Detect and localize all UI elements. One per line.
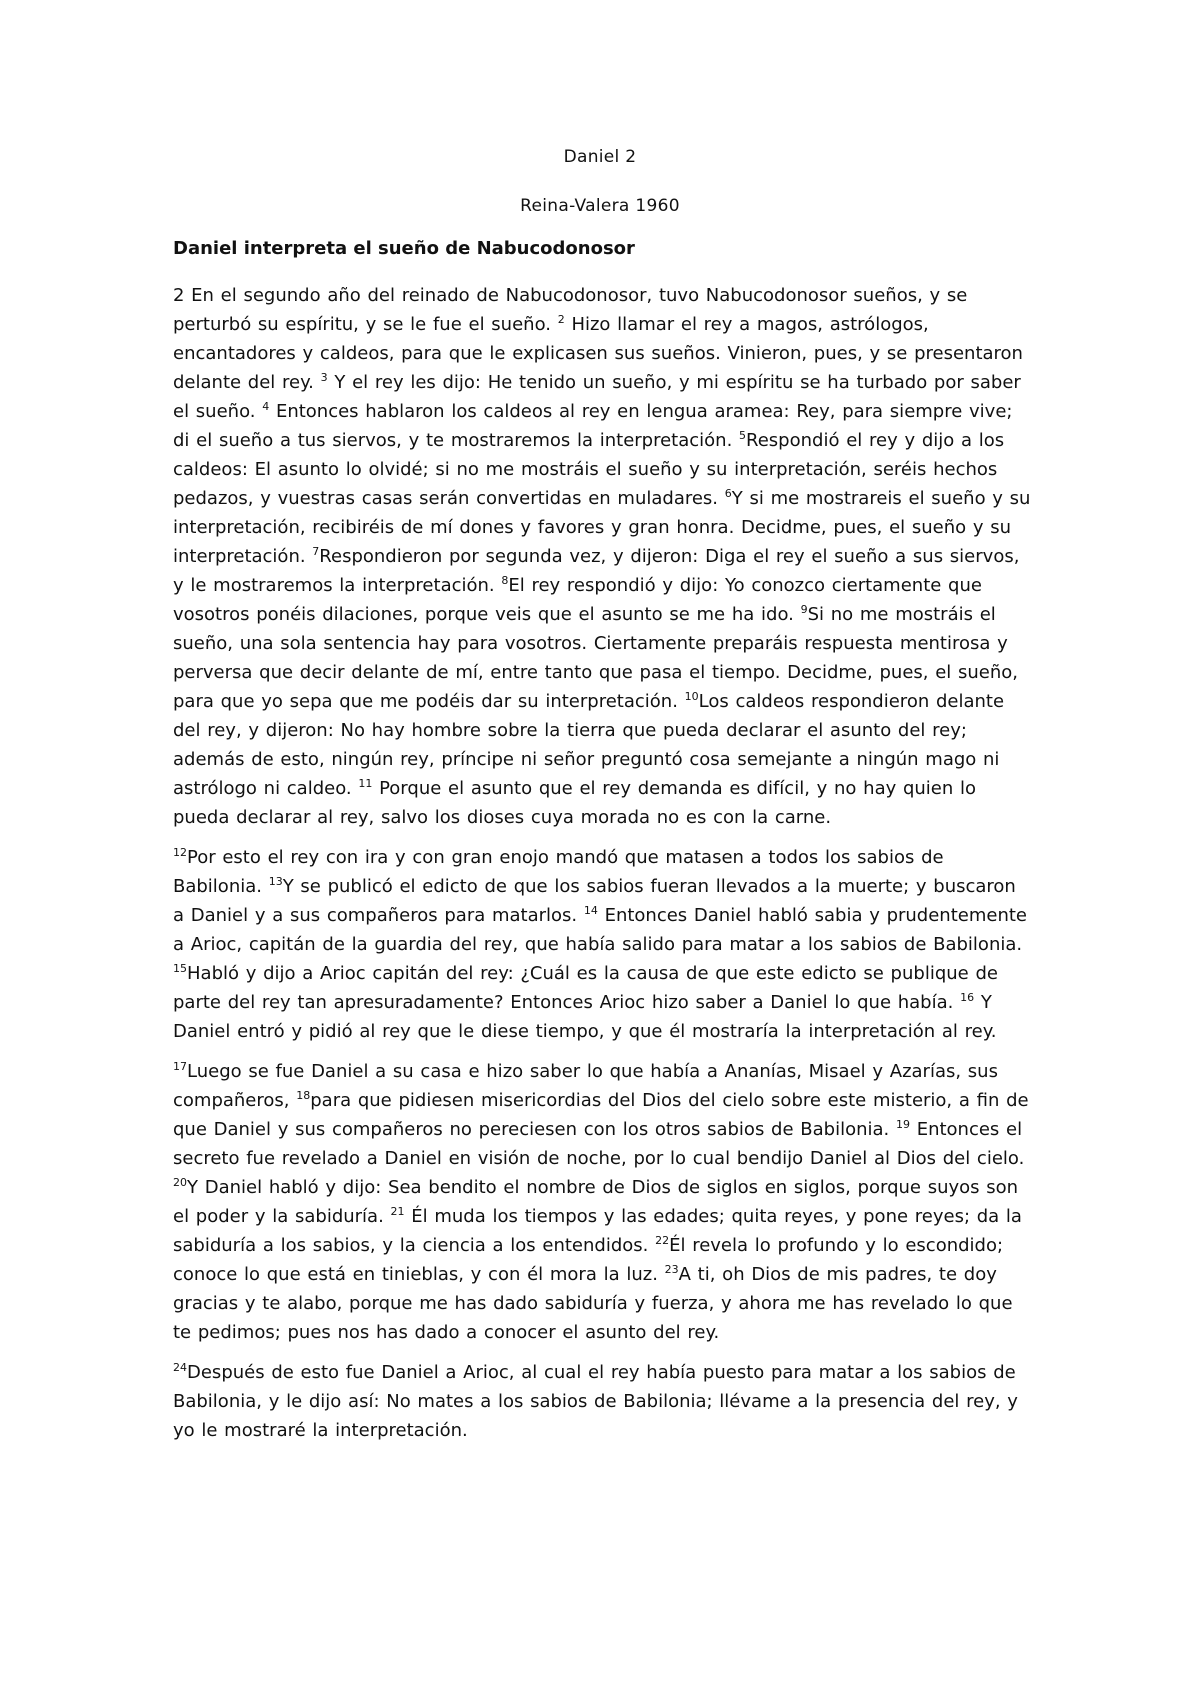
- verse-text: Porque el asunto que el rey demanda es difícil, y no hay quien lo pueda declarar al rey, salvo los dioses cuya morada no es con la carne.: [173, 778, 977, 828]
- verse-number: 15: [173, 962, 187, 975]
- verse-text: Y Daniel entró y pidió al rey que le diese tiempo, y que él mostraría la interpretación al rey.: [173, 992, 997, 1042]
- verse-number: 6: [724, 487, 732, 500]
- verse-text: Luego se fue Daniel a su casa e hizo saber lo que había a Ananías, Misael y Azarías, sus compañeros,: [173, 1061, 998, 1111]
- verse-text: Y si me mostrareis el sueño y su interpretación, recibiréis de mí dones y favores y gran honra. Decidme, pues, el sueño y su interpretación.: [173, 488, 1031, 567]
- verse-number: 17: [173, 1060, 187, 1073]
- verse-number: 11: [358, 777, 373, 790]
- verse-text: Y el rey les dijo: He tenido un sueño, y mi espíritu se ha turbado por saber el sueño.: [173, 372, 1021, 422]
- verse-text: Él muda los tiempos y las edades; quita reyes, y pone reyes; da la sabiduría a los sabios, y la ciencia a los entendidos.: [173, 1206, 1022, 1256]
- verse-number: 4: [262, 400, 270, 413]
- verse-text: Entonces Daniel habló sabia y prudentemente a Arioc, capitán de la guardia del rey, que había salido para matar a los sabios de Babilonia.: [173, 905, 1027, 955]
- verse-number: 3: [320, 371, 328, 384]
- verse-number: 20: [173, 1176, 187, 1189]
- verse-text: Respondió el rey y dijo a los caldeos: El asunto lo olvidé; si no me mostráis el sueño y su interpretación, seréis hechos pedazos, y vuestras casas serán convertidas en muladares.: [173, 430, 1005, 509]
- verse-text: Los caldeos respondieron delante del rey, y dijeron: No hay hombre sobre la tierra que pueda declarar el asunto del rey; además de esto, ningún rey, príncipe ni señor preguntó cosa semejante a ningún mago ni astrólogo ni caldeo.: [173, 691, 1005, 799]
- verse-number: 12: [173, 846, 187, 859]
- verse-number: 5: [739, 429, 747, 442]
- verse-text: Si no me mostráis el sueño, una sola sentencia hay para vosotros. Ciertamente preparáis respuesta mentirosa y perversa que decir delante de mí, entre tanto que pasa el tiempo. Decidme, pues, el sueño, para que yo sepa que me podéis dar su interpretación.: [173, 604, 1019, 712]
- verse-number: 16: [960, 991, 975, 1004]
- verse-number: 22: [655, 1234, 670, 1247]
- verse-number: 9: [800, 603, 808, 616]
- verse-number: 14: [583, 904, 598, 917]
- verse-number: 19: [895, 1118, 910, 1131]
- paragraph: [173, 281, 1033, 832]
- verse-number: 8: [501, 574, 509, 587]
- verse-text: Y se publicó el edicto de que los sabios fueran llevados a la muerte; y buscaron a Daniel y a sus compañeros para matarlos.: [173, 876, 1016, 926]
- verse-text: A ti, oh Dios de mis padres, te doy gracias y te alabo, porque me has dado sabiduría y fuerza, y ahora me has revelado lo que te pedimos; pues nos has dado a conocer el asunto del rey.: [173, 1264, 1013, 1343]
- verse-number: 10: [684, 690, 699, 703]
- verse-text: para que pidiesen misericordias del Dios del cielo sobre este misterio, a fin de que Daniel y sus compañeros no pereciesen con los otros sabios de Babilonia.: [173, 1090, 1029, 1140]
- verse-number: 13: [268, 875, 283, 888]
- page-subtitle: Reina-Valera 1960: [520, 196, 680, 216]
- verse-text: Hizo llamar el rey a magos, astrólogos, encantadores y caldeos, para que le explicasen sus sueños. Vinieron, pues, y se presentaron delante del rey.: [173, 314, 1023, 393]
- paragraph: [173, 843, 1033, 1046]
- verse-text: Después de esto fue Daniel a Arioc, al cual el rey había puesto para matar a los sabios de Babilonia, y le dijo así: No mates a los sabios de Babilonia; llévame a la presencia del rey, y yo le mostraré la interpretación.: [173, 1362, 1018, 1441]
- verse-text: Y Daniel habló y dijo: Sea bendito el nombre de Dios de siglos en siglos, porque suyos son el poder y la sabiduría.: [173, 1177, 1019, 1227]
- paragraph: [173, 1057, 1033, 1347]
- verse-number: 21: [390, 1205, 405, 1218]
- verse-text: El rey respondió y dijo: Yo conozco ciertamente que vosotros ponéis dilaciones, porque veis que el asunto se me ha ido.: [173, 575, 982, 625]
- verse-text: Respondieron por segunda vez, y dijeron: Diga el rey el sueño a sus siervos, y le mostraremos la interpretación.: [173, 546, 1020, 596]
- section-title: Daniel interpreta el sueño de Nabucodonosor: [173, 238, 635, 259]
- paragraph: [173, 1358, 1033, 1445]
- verse-text: Por esto el rey con ira y con gran enojo mandó que matasen a todos los sabios de Babilonia.: [173, 847, 944, 897]
- verse-number: 24: [173, 1361, 187, 1374]
- page-title: Daniel 2: [563, 147, 637, 167]
- verse-number: 7: [312, 545, 320, 558]
- verse-text: Entonces hablaron los caldeos al rey en lengua aramea: Rey, para siempre vive; di el sueño a tus siervos, y te mostraremos la interpretación.: [173, 401, 1013, 451]
- verse-text: Entonces el secreto fue revelado a Daniel en visión de noche, por lo cual bendijo Daniel al Dios del cielo.: [173, 1119, 1025, 1169]
- verse-number: 2: [557, 313, 565, 326]
- verse-text: Él revela lo profundo y lo escondido; conoce lo que está en tinieblas, y con él mora la luz.: [173, 1235, 1004, 1285]
- scripture-body: [173, 281, 1033, 1456]
- verse-text: 2 En el segundo año del reinado de Nabucodonosor, tuvo Nabucodonosor sueños, y se perturbó su espíritu, y se le fue el sueño.: [173, 285, 968, 335]
- verse-number: 23: [664, 1263, 679, 1276]
- verse-number: 18: [296, 1089, 311, 1102]
- verse-text: Habló y dijo a Arioc capitán del rey: ¿Cuál es la causa de que este edicto se publique de parte del rey tan apresuradamente? Entonces Arioc hizo saber a Daniel lo que había.: [173, 963, 998, 1013]
